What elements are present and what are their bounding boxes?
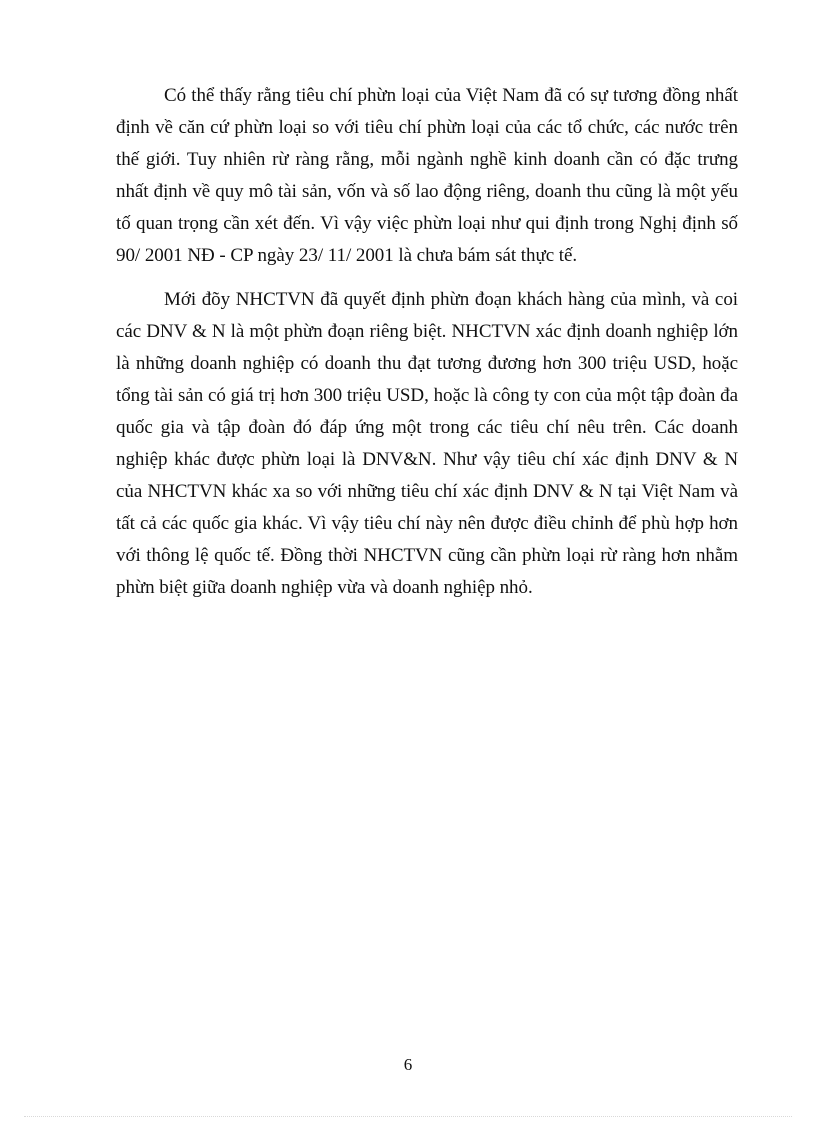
body-text <box>116 80 738 604</box>
paragraph-1: Có thể thấy rằng tiêu chí phừn loại của Việt Nam đã có sự tương đồng nhất định về căn cứ phừn loại so với tiêu chí phừn loại của các tổ chức, các nước trên thế giới. Tuy nhiên rừ ràng rằng, mỗi ngành nghề kinh doanh cần có đặc trưng nhất định về quy mô tài sản, vốn và số lao động riêng, doanh thu cũng là một yếu tố quan trọng cần xét đến. Vì vậy việc phừn loại như qui định trong Nghị định số 90/ 2001 NĐ - CP ngày 23/ 11/ 2001 là chưa bám sát thực tế. <box>116 85 738 266</box>
paragraph-2: Mới đõy NHCTVN đã quyết định phừn đoạn khách hàng của mình, và coi các DNV & N là một phừn đoạn riêng biệt. NHCTVN xác định doanh nghiệp lớn là những doanh nghiệp có doanh thu đạt tương đương hơn 300 triệu USD, hoặc tổng tài sản có giá trị hơn 300 triệu USD, hoặc là công ty con của một tập đoàn đa quốc gia và tập đoàn đó đáp ứng một trong các tiêu chí nêu trên. Các doanh nghiệp khác được phừn loại là DNV&N. Như vậy tiêu chí xác định DNV & N của NHCTVN khác xa so với những tiêu chí xác định DNV & N tại Việt Nam và tất cả các quốc gia khác. Vì vậy tiêu chí này nên được điều chỉnh để phù hợp hơn với thông lệ quốc tế. Đồng thời NHCTVN cũng cần phừn loại rừ ràng hơn nhằm phừn biệt giữa doanh nghiệp vừa và doanh nghiệp nhỏ. <box>116 289 738 598</box>
page-number: 6 <box>403 1055 413 1074</box>
page-bottom-rule <box>24 1116 792 1117</box>
